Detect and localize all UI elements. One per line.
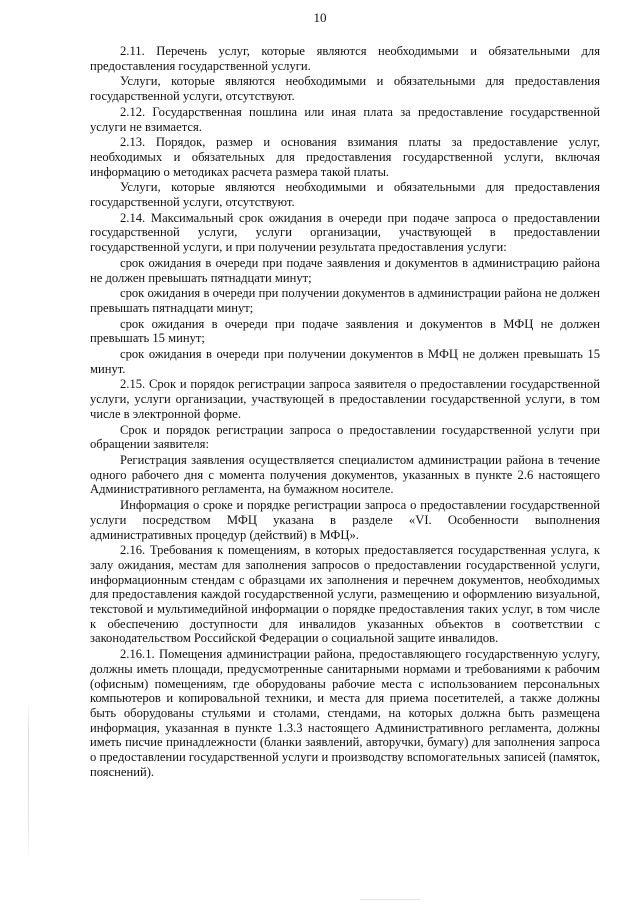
paragraph-2-11-text: Услуги, которые являются необходимыми и обязательными для предоставления государственной услуги, отсутствуют. bbox=[90, 74, 600, 104]
paragraph-2-14-item-1: срок ожидания в очереди при подаче заявления и документов в администрацию района не должен превышать пятнадцати минут; bbox=[90, 255, 600, 285]
paragraph-2-15-registration: Регистрация заявления осуществляется специалистом администрации района в течение одного рабочего дня с момента получения документов, указанных в пункте 2.6 настоящего Административного регламента, на бумажном носителе. bbox=[90, 452, 600, 497]
paragraph-2-14-item-2: срок ожидания в очереди при получении документов в администрации района не должен превышать пятнадцати минут; bbox=[90, 286, 600, 315]
paragraph-2-13-text: Услуги, которые являются необходимыми и обязательными для предоставления государственной услуги, отсутствуют. bbox=[90, 180, 600, 210]
paragraph-2-15-mfc-info: Информация о сроке и порядке регистрации запроса о предоставлении государственной услуги посредством МФЦ указана в разделе «VI. Особенности выполнения административных процедур (действий) в МФЦ». bbox=[90, 498, 600, 542]
paragraph-2-13: 2.13. Порядок, размер и основания взимания платы за предоставление услуг, необходимых и обязательных для предоставления государственной услуги, включая информацию о методиках расчета размера такой платы. bbox=[90, 135, 600, 179]
scan-edge-mark bbox=[28, 700, 29, 860]
scan-bottom-mark bbox=[360, 899, 420, 900]
paragraph-2-15: 2.15. Срок и порядок регистрации запроса заявителя о предоставлении государственной услуги, услуги организации, участвующей в предоставлении государственной услуги, в том числе в электронной форме. bbox=[90, 377, 600, 421]
page-number: 10 bbox=[313, 10, 327, 25]
paragraph-2-16: 2.16. Требования к помещениям, в которых предоставляется государственная услуга, к залу ожидания, местам для заполнения запросов о предоставлении государственной услуги, информационным стендам с образцами их заполнения и перечнем документов, необходимых для предоставления каждой государственной услуги, размещению и оформлению визуальной, текстовой и мультимедийной информации о порядке предоставления таких услуг, в том числе к обеспечению доступности для инвалидов указанных объектов в соответствии с законодательством Российской Федерации о социальной защите инвалидов. bbox=[90, 543, 600, 646]
paragraph-2-14: 2.14. Максимальный срок ожидания в очереди при подаче запроса о предоставлении государственной услуги, услуги организации, участвующей в предоставлении государственной услуги, и при получении результата предоставления услуги: bbox=[90, 210, 600, 255]
paragraph-2-14-item-4: срок ожидания в очереди при получении документов в МФЦ не должен превышать 15 минут. bbox=[90, 347, 600, 376]
paragraph-2-11: 2.11. Перечень услуг, которые являются необходимыми и обязательными для предоставления государственной услуги. bbox=[90, 44, 600, 73]
paragraph-2-15-text: Срок и порядок регистрации запроса о предоставлении государственной услуги при обращении заявителя: bbox=[90, 422, 600, 452]
paragraph-2-16-1: 2.16.1. Помещения администрации района, предоставляющего государственную услугу, должны иметь площади, предусмотренные санитарными нормами и требованиями к рабочим (офисным) помещениям, где оборудованы рабочие места с использованием персональных компьютеров и копировальной техники, и места для приема посетителей, а также должны быть оборудованы стульями и столами, стендами, на которых должна быть размещена информация, указанная в пункте 1.3.3 настоящего Административного регламента, должны иметь писчие принадлежности (бланки заявлений, авторучки, бумагу) для заполнения запроса о предоставлении государственной услуги и производству вспомогательных записей (памяток, пояснений). bbox=[90, 647, 600, 779]
paragraph-2-14-item-3: срок ожидания в очереди при подаче заявления и документов в МФЦ не должен превышать 15 минут; bbox=[90, 316, 600, 346]
paragraph-2-12: 2.12. Государственная пошлина или иная плата за предоставление государственной услуги не взимается. bbox=[90, 104, 600, 134]
document-body bbox=[90, 44, 600, 780]
